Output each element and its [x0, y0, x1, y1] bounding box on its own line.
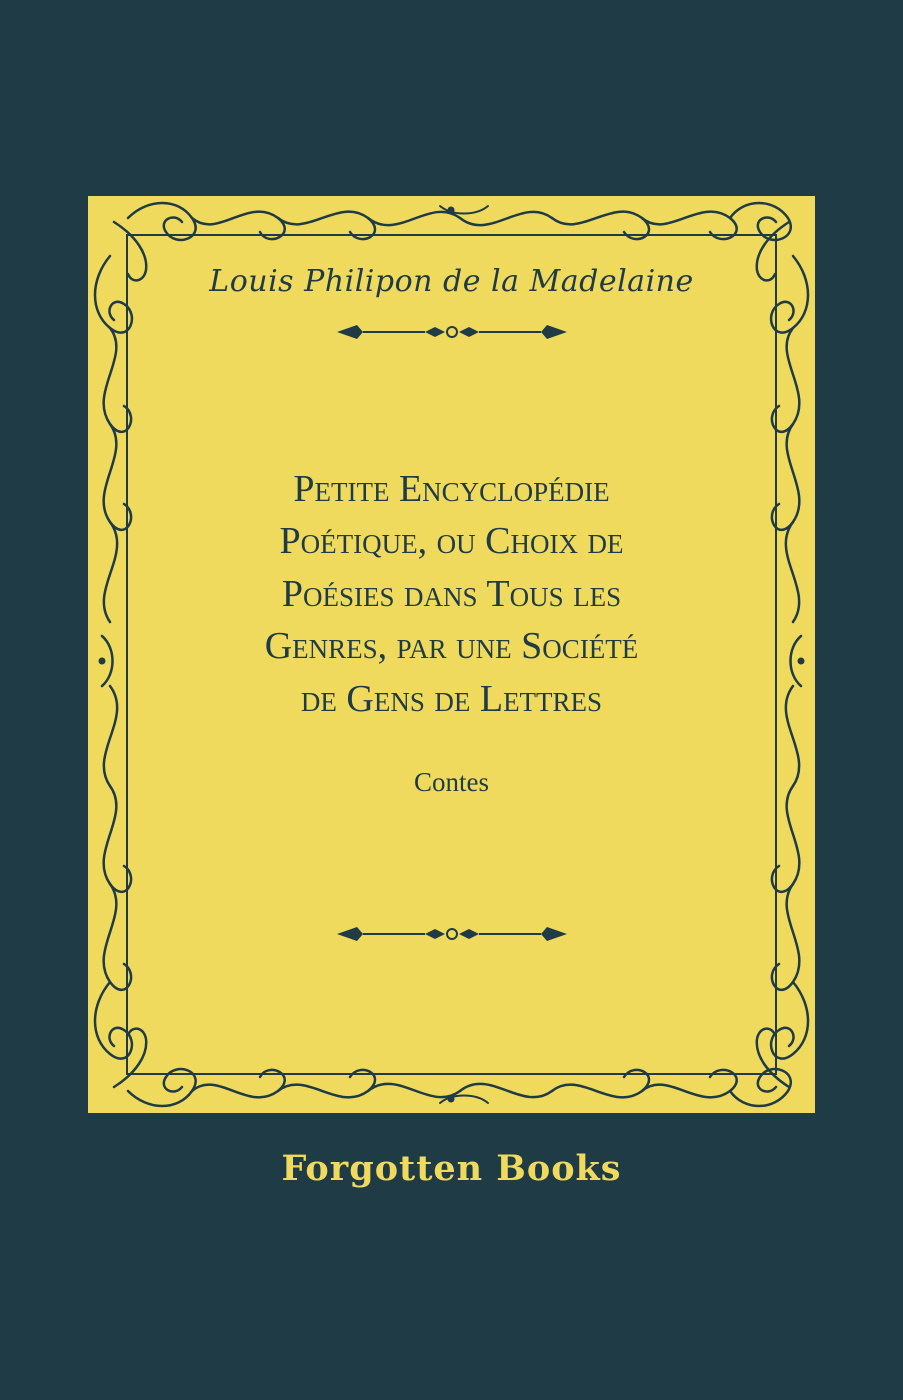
- diamond-rule-ornament-bottom: [327, 923, 577, 945]
- diamond-rule-ornament-top: [327, 321, 577, 343]
- cover-content: [148, 236, 755, 1073]
- title-line: Petite Encyclopédie: [293, 468, 610, 510]
- book-title: [148, 463, 755, 725]
- publisher-name: [0, 1148, 903, 1189]
- publisher-label: Forgotten Books: [281, 1148, 622, 1189]
- author-name: Louis Philipon de la Madelaine: [209, 264, 694, 299]
- title-line: Genres, par une Société: [264, 625, 639, 668]
- cover-plate: [88, 196, 815, 1113]
- book-subtitle: Contes: [413, 767, 489, 798]
- title-line: Poétique, ou Choix de: [279, 520, 624, 563]
- title-line: de Gens de Lettres: [300, 677, 603, 720]
- title-line: Poésies dans Tous les: [281, 572, 622, 615]
